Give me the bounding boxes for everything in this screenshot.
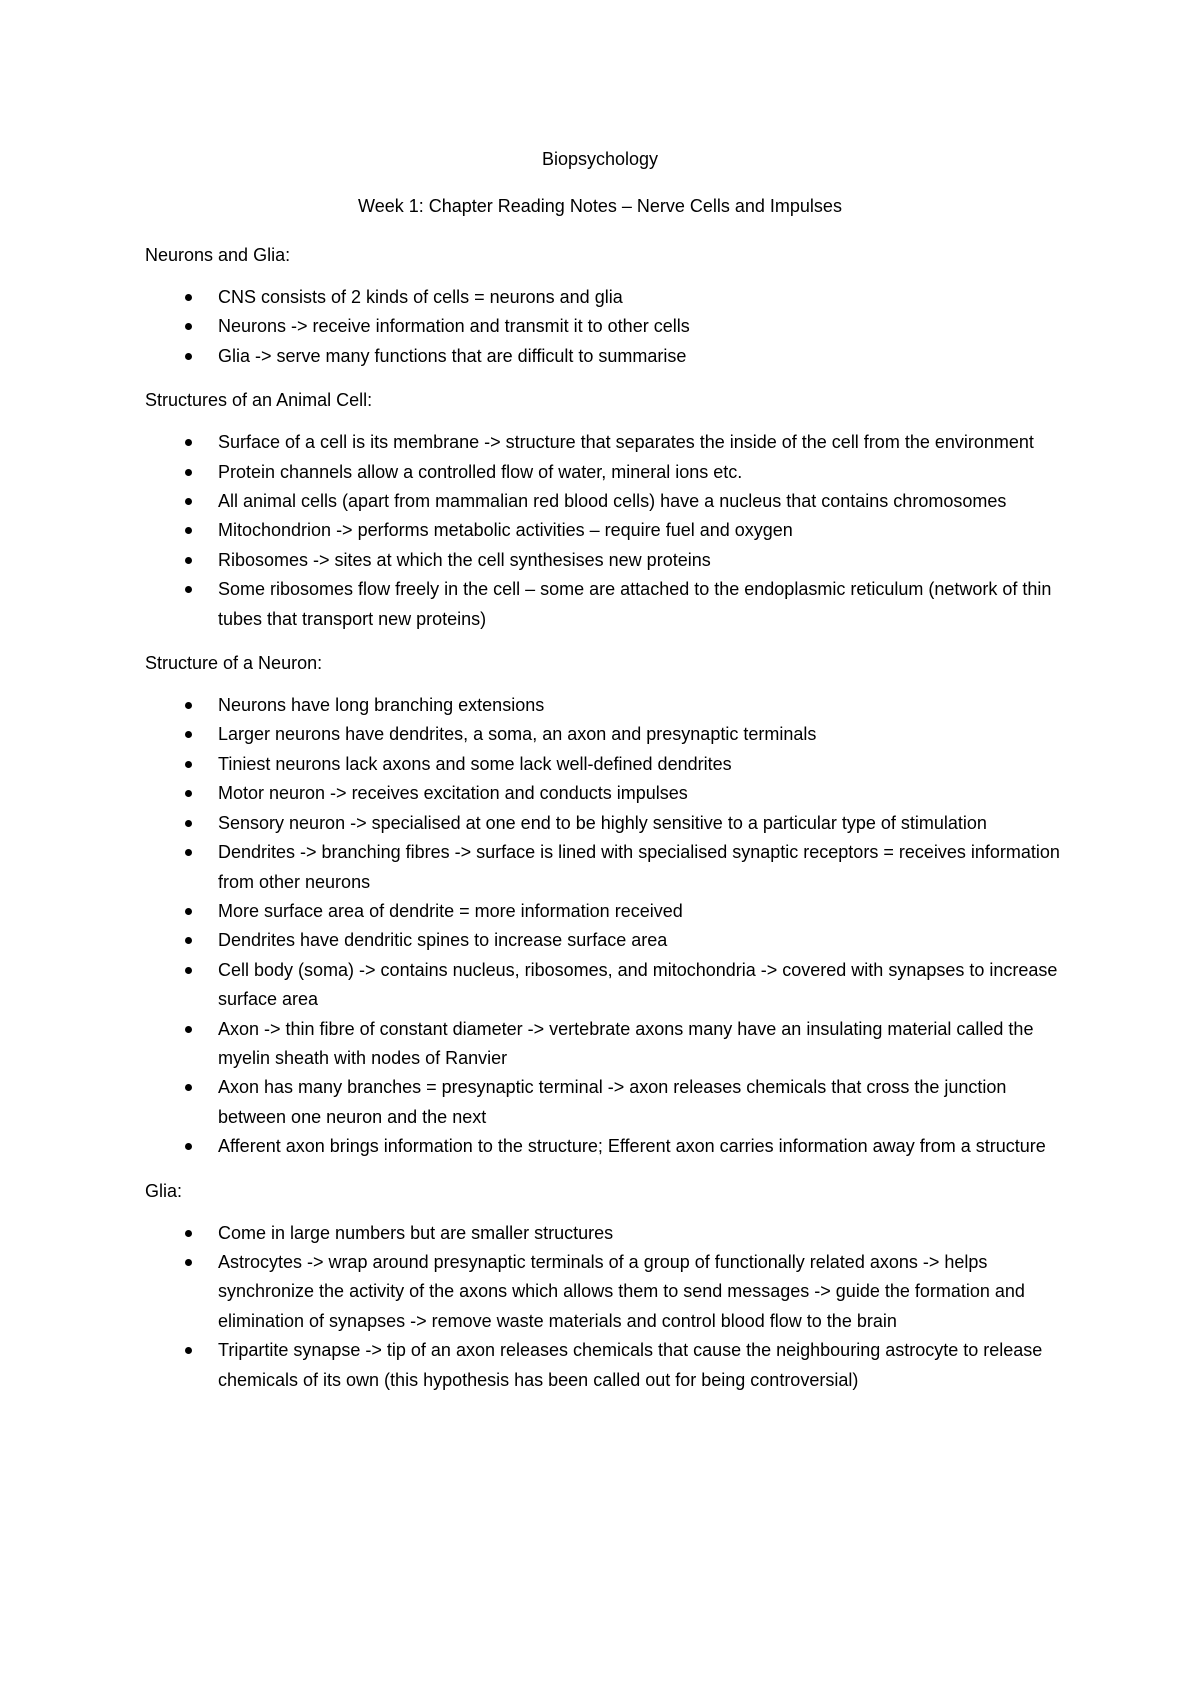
document-subtitle: Week 1: Chapter Reading Notes – Nerve Cells and Impulses: [358, 196, 842, 216]
list-item: [145, 1336, 1065, 1395]
bullet-dot-icon: [185, 967, 192, 974]
list-item-text: Glia -> serve many functions that are difficult to summarise: [218, 345, 687, 366]
list-item: [145, 956, 1065, 1015]
list-item: [145, 1073, 1065, 1132]
bullet-dot-icon: [185, 1084, 192, 1091]
list-item: [145, 809, 1065, 838]
list-item: [145, 838, 1065, 897]
bullet-dot-icon: [185, 469, 192, 476]
list-item: [145, 342, 1065, 371]
bullet-dot-icon: [185, 527, 192, 534]
list-item: [145, 1132, 1065, 1161]
list-item: [145, 458, 1065, 487]
list-item: [145, 779, 1065, 808]
bullet-dot-icon: [185, 731, 192, 738]
bullet-list: [145, 691, 1065, 1162]
bullet-dot-icon: [185, 294, 192, 301]
bullet-dot-icon: [185, 820, 192, 827]
bullet-list: [145, 283, 1065, 371]
list-item-text: Astrocytes -> wrap around presynaptic terminals of a group of functionally related axons -> helps synchronize the activity of the axons which allows them to send messages -> guide the formation and elimination of synapses -> remove waste materials and control blood flow to the brain: [218, 1251, 1025, 1331]
bullet-dot-icon: [185, 937, 192, 944]
list-item-text: Ribosomes -> sites at which the cell synthesises new proteins: [218, 549, 711, 570]
list-item: [145, 283, 1065, 312]
list-item-text: Neurons have long branching extensions: [218, 695, 545, 716]
bullet-list: [145, 428, 1065, 634]
document-title: Biopsychology: [541, 149, 659, 169]
bullet-dot-icon: [185, 1230, 192, 1237]
list-item: [145, 546, 1065, 575]
list-item-text: Dendrites -> branching fibres -> surface is lined with specialised synaptic receptors = receives information from other neurons: [218, 842, 1060, 892]
list-item-text: Larger neurons have dendrites, a soma, an axon and presynaptic terminals: [218, 724, 817, 745]
list-item-text: CNS consists of 2 kinds of cells = neurons and glia: [218, 287, 623, 307]
bullet-dot-icon: [185, 1259, 192, 1266]
list-item-text: Come in large numbers but are smaller structures: [218, 1222, 614, 1243]
list-item: [145, 1015, 1065, 1074]
list-item-text: More surface area of dendrite = more information received: [218, 900, 683, 921]
bullet-list: [145, 1219, 1065, 1395]
bullet-dot-icon: [185, 323, 192, 330]
bullet-dot-icon: [185, 790, 192, 797]
list-item-text: Some ribosomes flow freely in the cell – some are attached to the endoplasmic reticulum (network of thin tubes that transport new proteins): [218, 579, 1052, 629]
bullet-dot-icon: [185, 439, 192, 446]
list-item-text: Surface of a cell is its membrane -> structure that separates the inside of the cell from the environment: [218, 432, 1034, 453]
section-heading: Glia:: [145, 1180, 183, 1201]
list-item: [145, 750, 1065, 779]
list-item: [145, 1248, 1065, 1336]
bullet-dot-icon: [185, 353, 192, 360]
list-item-text: Sensory neuron -> specialised at one end to be highly sensitive to a particular type of stimulation: [218, 812, 987, 833]
list-item-text: Tripartite synapse -> tip of an axon releases chemicals that cause the neighbouring astrocyte to release chemicals of its own (this hypothesis has been called out for being controversial): [218, 1340, 1043, 1390]
bullet-dot-icon: [185, 849, 192, 856]
list-item-text: Tiniest neurons lack axons and some lack well-defined dendrites: [218, 753, 732, 774]
list-item: [145, 691, 1065, 720]
list-item: [145, 487, 1065, 516]
bullet-dot-icon: [185, 761, 192, 768]
document-body: [145, 241, 1065, 1410]
bullet-dot-icon: [185, 1026, 192, 1033]
list-item: [145, 1219, 1065, 1248]
list-item-text: Axon has many branches = presynaptic terminal -> axon releases chemicals that cross the junction between one neuron and the next: [218, 1077, 1007, 1127]
list-item-text: Neurons -> receive information and transmit it to other cells: [218, 316, 690, 337]
list-item-text: Protein channels allow a controlled flow of water, mineral ions etc.: [218, 461, 743, 482]
bullet-dot-icon: [185, 702, 192, 709]
bullet-dot-icon: [185, 586, 192, 593]
list-item-text: Afferent axon brings information to the structure; Efferent axon carries information away from a structure: [218, 1136, 1046, 1157]
list-item: [145, 575, 1065, 634]
list-item-text: Dendrites have dendritic spines to increase surface area: [218, 930, 668, 951]
section-heading: Structures of an Animal Cell:: [145, 390, 373, 411]
bullet-dot-icon: [185, 557, 192, 564]
list-item: [145, 897, 1065, 926]
list-item: [145, 926, 1065, 955]
list-item: [145, 720, 1065, 749]
list-item-text: Cell body (soma) -> contains nucleus, ribosomes, and mitochondria -> covered with synapses to increase surface area: [218, 959, 1058, 1010]
list-item: [145, 312, 1065, 341]
list-item-text: Motor neuron -> receives excitation and conducts impulses: [218, 783, 688, 804]
bullet-dot-icon: [185, 498, 192, 505]
list-item-text: Axon -> thin fibre of constant diameter -> vertebrate axons many have an insulating material called the myelin sheath with nodes of Ranvier: [218, 1018, 1034, 1068]
list-item-text: All animal cells (apart from mammalian red blood cells) have a nucleus that contains chromosomes: [218, 491, 1007, 512]
section-heading: Neurons and Glia:: [145, 245, 291, 265]
list-item: [145, 428, 1065, 457]
bullet-dot-icon: [185, 908, 192, 915]
bullet-dot-icon: [185, 1143, 192, 1150]
list-item-text: Mitochondrion -> performs metabolic activities – require fuel and oxygen: [218, 520, 793, 541]
bullet-dot-icon: [185, 1347, 192, 1354]
list-item: [145, 516, 1065, 545]
section-heading: Structure of a Neuron:: [145, 653, 323, 674]
